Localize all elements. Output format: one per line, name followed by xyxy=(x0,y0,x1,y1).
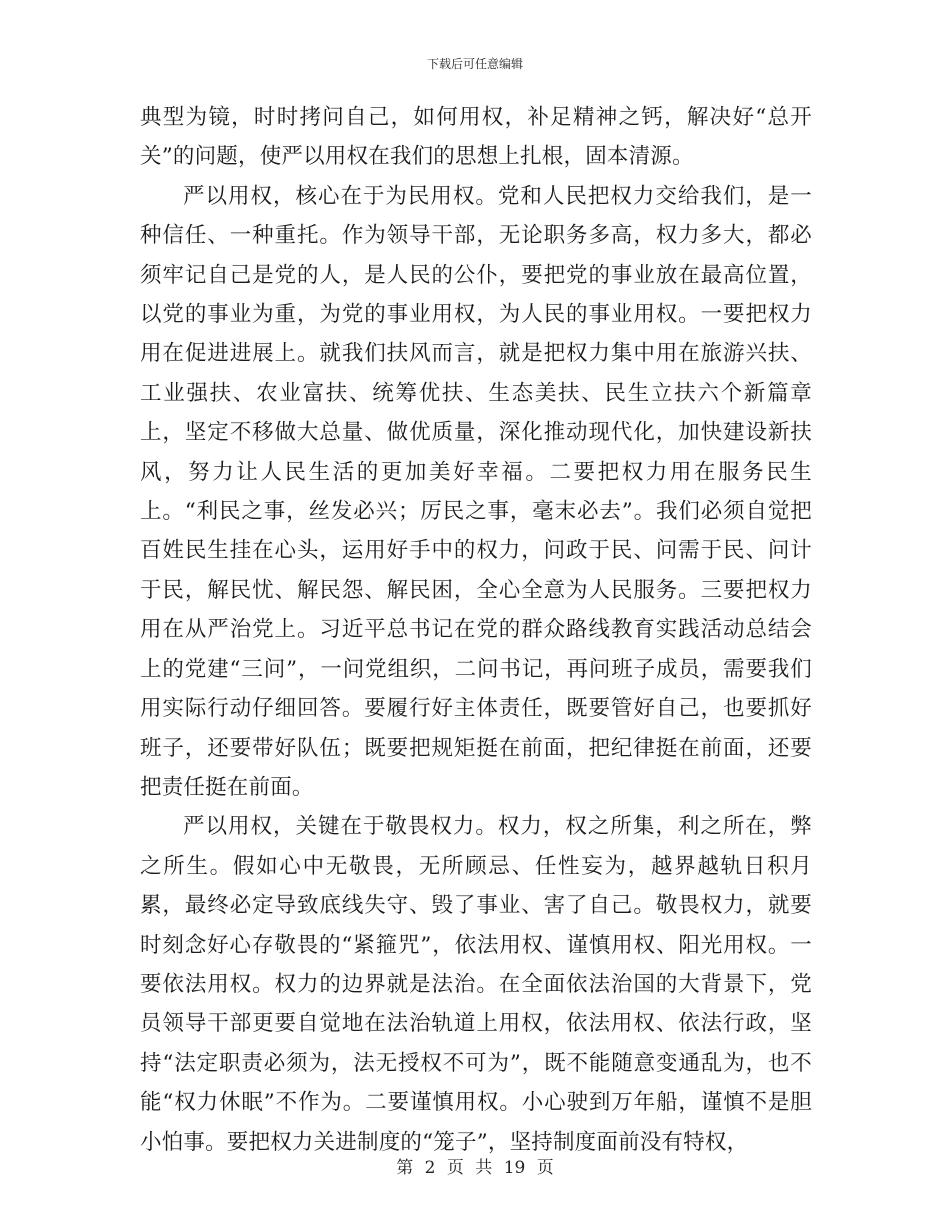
page-header: 下载后可任意编辑 xyxy=(426,57,523,71)
paragraph-1: 典型为镜，时时拷问自己，如何用权，补足精神之钙，解决好“总开关”的问题，使严以用权在我们的思想上扎根，固本清源。 xyxy=(140,105,812,170)
paragraph-3: 严以用权，关键在于敬畏权力。权力，权之所集，利之所在，弊之所生。假如心中无敬畏，无所顾忌、任性妄为，越界越轨日积月累，最终必定导致底线失守、毁了事业、害了自己。敬畏权力，就要时刻念好心存敬畏的“紧箍咒”，依法用权、谨慎用权、阳光用权。一要依法用权。权力的边界就是法治。在全面依法治国的大背景下，党员领导干部更要自觉地在法治轨道上用权，依法用权、依法行政，坚持“法定职责必须为，法无授权不可为”，既不能随意变通乱为，也不能“权力休眠”不作为。二要谨慎用权。小心驶到万年船，谨慎不是胆小怕事。要把权力关进制度的“笼子”，坚持制度面前没有特权， xyxy=(140,814,812,1155)
paragraph-2: 严以用权，核心在于为民用权。党和人民把权力交给我们，是一种信任、一种重托。作为领导干部，无论职务多高，权力多大，都必须牢记自己是党的人，是人民的公仆，要把党的事业放在最高位置，以党的事业为重，为党的事业用权，为人民的事业用权。一要把权力用在促进进展上。就我们扶风而言，就是把权力集中用在旅游兴扶、工业强扶、农业富扶、统筹优扶、生态美扶、民生立扶六个新篇章上，坚定不移做大总量、做优质量，深化推动现代化，加快建设新扶风，努力让人民生活的更加美好幸福。二要把权力用在服务民生上。“利民之事，丝发必兴；厉民之事，毫末必去”。我们必须自觉把百姓民生挂在心头，运用好手中的权力，问政于民、问需于民、问计于民，解民忧、解民怨、解民困，全心全意为人民服务。三要把权力用在从严治党上。习近平总书记在党的群众路线教育实践活动总结会上的党建“三问”，一问党组织，二问书记，再问班子成员，需要我们用实际行动仔细回答。要履行好主体责任，既要管好自己，也要抓好班子，还要带好队伍；既要把规矩挺在前面，把纪律挺在前面，还要把责任挺在前面。 xyxy=(140,183,812,800)
page-footer: 第 2 页 共 19 页 xyxy=(396,1158,554,1178)
body-text xyxy=(140,98,812,1162)
